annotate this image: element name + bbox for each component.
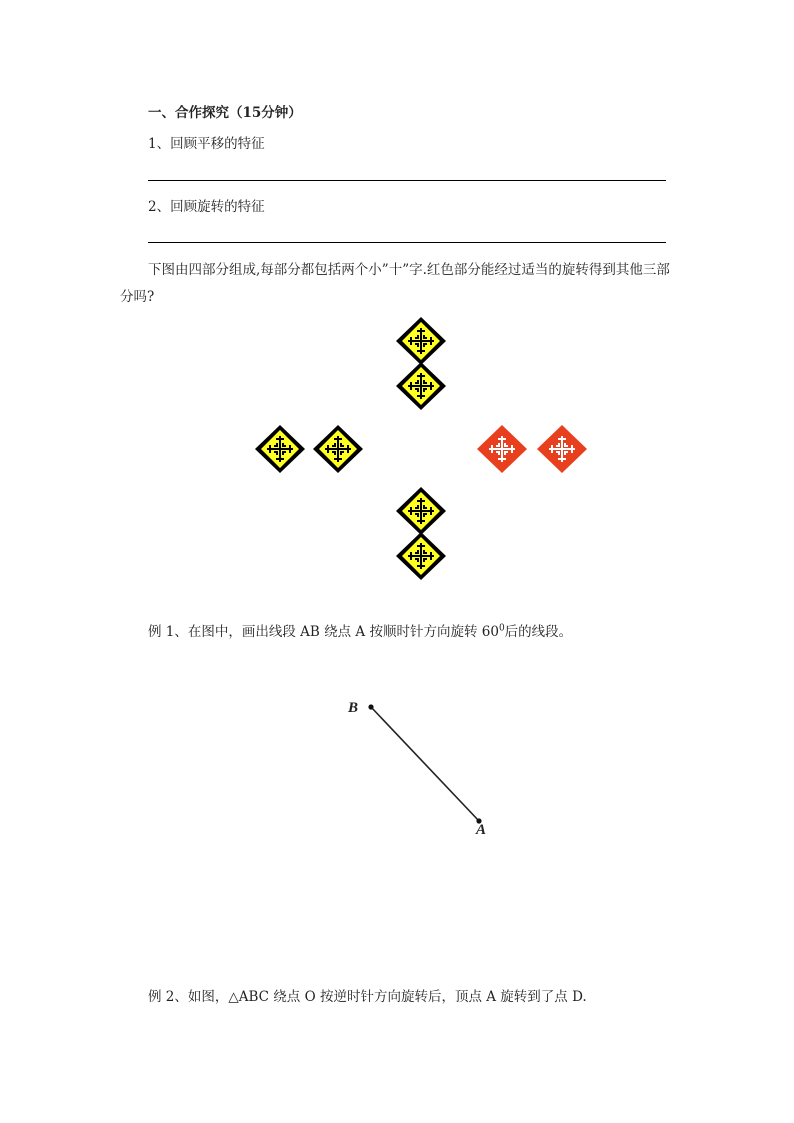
segment-ab <box>371 707 479 821</box>
label-a: A <box>476 822 487 838</box>
degree-superscript: 0 <box>498 623 505 634</box>
label-b: B <box>348 700 359 716</box>
section-title: 一、合作探究（15分钟） <box>148 105 302 121</box>
point-b <box>368 704 373 709</box>
item-translation-features: 1、回顾平移的特征 <box>148 136 265 152</box>
question-paragraph: 下图由四部分组成,每部分都包括两个小”十”字.红色部分能经过适当的旋转得到其他三部分吗? <box>120 262 670 305</box>
example-1-after: 后的线段。 <box>504 624 573 640</box>
example-1-before: 例 1、在图中，画出线段 AB 绕点 A 按顺时针方向旋转 60 <box>148 624 499 640</box>
item-rotation-features: 2、回顾旋转的特征 <box>148 199 265 215</box>
example-2-text: 例 2、如图，△ABC 绕点 O 按逆时针方向旋转后，顶点 A 旋转到了点 D. <box>148 989 587 1005</box>
